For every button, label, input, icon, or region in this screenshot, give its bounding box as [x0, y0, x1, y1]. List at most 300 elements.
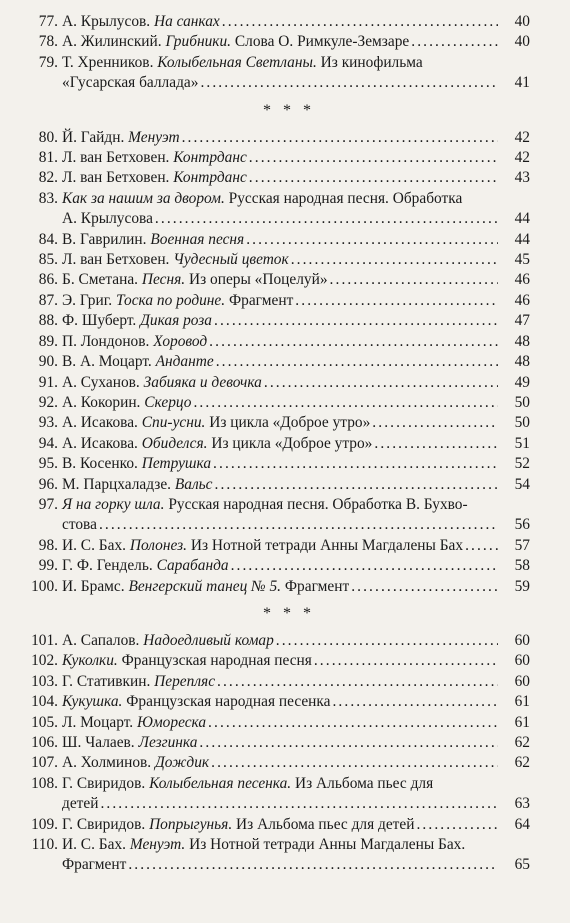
page-number: 50 [514, 393, 530, 411]
entry-title: Чудесный цветок [173, 251, 289, 269]
page-number: 43 [514, 169, 530, 187]
entry-author: Б. Сметана. [62, 271, 139, 289]
toc-entry [0, 32, 570, 52]
entry-title: Кукушка. [62, 693, 123, 711]
toc-entry [0, 774, 570, 815]
toc-entry [0, 835, 570, 876]
page-number: 44 [514, 210, 530, 228]
entry-author: Ш. Чалаев. [62, 734, 135, 751]
entry-description: Французская народная песенка [126, 693, 331, 711]
toc-entry [0, 475, 570, 495]
entry-author: Ф. Шуберт. [62, 312, 137, 330]
entry-author: Л. ван Бетховен. [62, 169, 170, 187]
entry-leader-line [62, 352, 530, 372]
entry-title: Менуэт [128, 128, 180, 146]
entry-title: Песня. [141, 271, 186, 289]
dot-leader [199, 733, 498, 753]
entry-number: 96. [38, 475, 58, 493]
entry-author: А. Крылусов. [62, 13, 151, 30]
entry-leader-line [62, 413, 530, 433]
section-separator: * * * [263, 604, 315, 622]
entry-body [62, 53, 530, 94]
entry-author: И. С. Бах. [62, 536, 126, 554]
entry-text [62, 352, 214, 372]
entry-author: Г. Ф. Гендель. [62, 557, 153, 575]
dot-leader [249, 148, 498, 168]
entry-author: А. Кокорин. [62, 393, 141, 411]
entry-text [62, 577, 349, 597]
entry-text [62, 12, 220, 32]
page-number: 51 [514, 434, 530, 452]
toc-entry [0, 577, 570, 597]
toc-entry [0, 393, 570, 413]
dot-leader [216, 352, 498, 372]
entry-body [62, 352, 530, 372]
entry-leader-line [62, 651, 530, 671]
toc-entry [0, 53, 570, 94]
dot-leader [222, 12, 498, 32]
entry-leader-line [62, 250, 530, 270]
entry-title: Менуэт. [129, 836, 186, 854]
entry-body [62, 189, 530, 230]
entry-text [62, 73, 198, 93]
entry-title: Контрданс [173, 149, 247, 167]
entry-body [62, 454, 530, 474]
entry-title: Забияка и девочка [143, 373, 262, 391]
entry-title: Скерцо [144, 393, 192, 411]
entry-author: П. Лондонов. [62, 332, 150, 350]
toc-entry [0, 189, 570, 230]
dot-leader [213, 454, 498, 474]
entry-body [62, 672, 530, 692]
toc-entry [0, 128, 570, 148]
entry-text [62, 536, 463, 556]
dot-leader [208, 713, 498, 733]
entry-text [62, 672, 215, 692]
page-number: 59 [514, 577, 530, 595]
page-number: 64 [514, 815, 530, 833]
entry-text [62, 713, 206, 733]
entry-leader-line [62, 815, 530, 835]
page-number: 60 [514, 652, 530, 670]
entry-author: В. А. Моцарт. [62, 353, 152, 371]
entry-title: На санках [154, 13, 220, 30]
entry-number: 97. [38, 495, 58, 513]
entry-description: Слова О. Римкуле-Земзаре [234, 33, 410, 51]
entry-text [62, 332, 207, 352]
entry-title: Надоедливый комар [143, 631, 274, 649]
dot-leader [249, 168, 498, 188]
dot-leader [214, 311, 498, 331]
entry-body [62, 373, 530, 393]
page-number: 58 [514, 557, 530, 575]
entry-leader-line [62, 672, 530, 692]
entry-author: И. С. Бах. [62, 836, 126, 854]
entry-leader-line [62, 230, 530, 250]
entry-leader-line [62, 556, 530, 576]
entry-description: Из Альбома пьес для детей [236, 815, 415, 833]
section-separator: * * * [263, 101, 315, 119]
entry-leader-line [62, 373, 530, 393]
toc-entry [0, 753, 570, 773]
toc-entry [0, 250, 570, 270]
entry-title: Лезгинка [138, 734, 198, 751]
entry-body [62, 32, 530, 52]
entry-body [62, 393, 530, 413]
entry-title: Грибники. [165, 33, 232, 51]
entry-body [62, 753, 530, 773]
entry-number: 87. [38, 291, 58, 309]
page-number: 63 [514, 795, 530, 813]
entry-author: А. Суханов. [62, 373, 140, 391]
dot-leader [246, 230, 498, 250]
table-of-contents [0, 12, 570, 876]
entry-leader-line [62, 291, 530, 311]
toc-entry [0, 332, 570, 352]
entry-leader-line [62, 713, 530, 733]
dot-leader [99, 515, 498, 535]
page-number: 42 [514, 128, 530, 146]
dot-leader [215, 475, 498, 495]
entry-leader-line [62, 733, 530, 753]
dot-leader [128, 855, 498, 875]
entry-body [62, 556, 530, 576]
entry-body [62, 413, 530, 433]
page-number: 45 [514, 251, 530, 269]
entry-number: 93. [38, 414, 58, 432]
entry-body [62, 128, 530, 148]
entry-author: В. Косенко. [62, 455, 138, 473]
entry-title: Контрданс [173, 169, 247, 187]
page-number: 46 [514, 291, 530, 309]
page-number: 44 [514, 230, 530, 248]
entry-number: 102. [31, 652, 58, 670]
entry-leader-line [62, 753, 530, 773]
page-number: 41 [514, 74, 530, 92]
entry-body [62, 815, 530, 835]
entry-title: Вальс [174, 475, 213, 493]
page-number: 57 [514, 536, 530, 554]
entry-title: Попрыгунья. [149, 815, 233, 833]
entry-body [62, 536, 530, 556]
entry-title: Сарабанда [156, 557, 229, 575]
entry-number: 84. [38, 230, 58, 248]
page-number: 56 [514, 516, 530, 534]
entry-number: 98. [38, 536, 58, 554]
entry-text [62, 556, 229, 576]
entry-body [62, 774, 530, 815]
entry-body [62, 12, 530, 32]
entry-continuation: «Гусарская баллада» [62, 74, 199, 92]
entry-leader-line [62, 168, 530, 188]
toc-entry [0, 148, 570, 168]
entry-number: 109. [31, 815, 58, 833]
entry-author: Л. ван Бетховен. [62, 149, 170, 167]
entry-body [62, 692, 530, 712]
entry-body [62, 148, 530, 168]
entry-leader-line [62, 855, 530, 875]
toc-entry [0, 692, 570, 712]
entry-text [62, 230, 244, 250]
entry-number: 104. [31, 693, 58, 711]
entry-description: Фрагмент [228, 291, 294, 309]
entry-title: Петрушка [141, 455, 212, 473]
entry-text [62, 209, 153, 229]
entry-description: Из кинофильма [320, 53, 423, 71]
entry-body [62, 651, 530, 671]
entry-leader-line [62, 536, 530, 556]
entry-title: Юмореска [136, 713, 207, 731]
entry-title: Венгерский танец № 5. [128, 577, 282, 595]
entry-text [62, 168, 247, 188]
entry-text [62, 311, 212, 331]
entry-text [62, 148, 247, 168]
dot-leader [332, 692, 498, 712]
entry-author: И. Брамс. [62, 577, 125, 595]
dot-leader [291, 250, 498, 270]
entry-body [62, 495, 530, 536]
toc-entry [0, 352, 570, 372]
dot-leader [193, 393, 498, 413]
dot-leader [155, 209, 498, 229]
entry-title: Дождик [155, 754, 210, 772]
entry-title: Хоровод [153, 332, 208, 350]
page-number: 61 [514, 713, 530, 731]
toc-entry [0, 631, 570, 651]
dot-leader [314, 651, 498, 671]
page-number: 60 [514, 631, 530, 649]
entry-author: Г. Свиридов. [62, 774, 146, 792]
entry-leader-line [62, 128, 530, 148]
entry-number: 91. [38, 373, 58, 391]
toc-entry [0, 434, 570, 454]
entry-body [62, 291, 530, 311]
toc-entry [0, 651, 570, 671]
entry-number: 78. [38, 33, 58, 51]
entry-leader-line [62, 393, 530, 413]
toc-entry [0, 270, 570, 290]
entry-number: 107. [31, 754, 58, 772]
page-number: 48 [514, 332, 530, 350]
page-number: 52 [514, 455, 530, 473]
dot-leader [295, 291, 498, 311]
entry-number: 77. [38, 13, 58, 30]
entry-first-line [62, 189, 530, 209]
entry-number: 108. [31, 774, 58, 792]
entry-author: Э. Григ. [62, 291, 113, 309]
toc-entry [0, 733, 570, 753]
dot-leader [182, 128, 498, 148]
entry-body [62, 733, 530, 753]
entry-author: А. Исакова. [62, 434, 138, 452]
page-number: 61 [514, 693, 530, 711]
entry-first-line [62, 774, 530, 794]
toc-entry [0, 168, 570, 188]
dot-leader [231, 556, 498, 576]
dot-leader [100, 794, 498, 814]
toc-entry [0, 454, 570, 474]
entry-author: Й. Гайдн. [62, 128, 125, 146]
entry-description: Из оперы «Поцелуй» [188, 271, 328, 289]
entry-author: Т. Хренников. [62, 53, 154, 71]
toc-entry [0, 230, 570, 250]
toc-entry [0, 556, 570, 576]
entry-description: Из Нотной тетради Анны Магдалены Бах [190, 536, 464, 554]
entry-number: 95. [38, 455, 58, 473]
entry-leader-line [62, 332, 530, 352]
entry-body [62, 168, 530, 188]
toc-entry [0, 413, 570, 433]
entry-number: 83. [38, 189, 58, 207]
dot-leader [209, 332, 498, 352]
entry-title: Тоска по родине. [116, 291, 226, 309]
entry-leader-line [62, 32, 530, 52]
entry-description: Из цикла «Доброе утро» [211, 434, 373, 452]
toc-entry [0, 495, 570, 536]
entry-number: 82. [38, 169, 58, 187]
entry-number: 79. [38, 53, 58, 71]
page-number: 42 [514, 149, 530, 167]
entry-body [62, 270, 530, 290]
entry-text [62, 631, 274, 651]
entry-body [62, 434, 530, 454]
entry-author: В. Гаврилин. [62, 230, 147, 248]
entry-text [62, 475, 213, 495]
entry-body [62, 311, 530, 331]
page-number: 46 [514, 271, 530, 289]
entry-description: Из Нотной тетради Анны Магдалены Бах. [189, 836, 466, 854]
entry-text [62, 733, 197, 753]
entry-leader-line [62, 12, 530, 32]
entry-body [62, 230, 530, 250]
dot-leader [330, 270, 498, 290]
entry-number: 85. [38, 251, 58, 269]
entry-text [62, 32, 409, 52]
page-number: 50 [514, 414, 530, 432]
entry-text [62, 454, 211, 474]
entry-leader-line [62, 692, 530, 712]
entry-title: Куколки. [62, 652, 118, 670]
dot-leader [372, 413, 498, 433]
page-number: 49 [514, 373, 530, 391]
entry-title: Я на горку шла. [62, 495, 165, 513]
entry-body [62, 332, 530, 352]
entry-text [62, 855, 126, 875]
entry-author: А. Жилинский. [62, 33, 162, 51]
entry-continuation: Фрагмент [62, 856, 127, 874]
page-number: 54 [514, 475, 530, 493]
entry-leader-line [62, 794, 530, 814]
entry-text [62, 515, 97, 535]
entry-continuation: А. Крылусова [62, 210, 153, 228]
entry-number: 92. [38, 393, 58, 411]
entry-text [62, 291, 293, 311]
dot-leader [416, 815, 498, 835]
entry-number: 105. [31, 713, 58, 731]
dot-leader [374, 434, 498, 454]
entry-description: Французская народная песня [121, 652, 312, 670]
page-number: 62 [514, 734, 530, 751]
entry-number: 86. [38, 271, 58, 289]
entry-author: Л. ван Бетховен. [62, 251, 170, 269]
entry-text [62, 250, 289, 270]
entry-number: 101. [31, 631, 58, 649]
entry-number: 88. [38, 312, 58, 330]
dot-leader [411, 32, 498, 52]
dot-leader [465, 536, 498, 556]
entry-body [62, 835, 530, 876]
entry-leader-line [62, 73, 530, 93]
entry-author: А. Исакова. [62, 414, 138, 432]
page-number: 65 [514, 856, 530, 874]
entry-body [62, 577, 530, 597]
toc-entry [0, 713, 570, 733]
dot-leader [211, 753, 498, 773]
entry-number: 103. [31, 672, 58, 690]
entry-number: 90. [38, 353, 58, 371]
entry-author: М. Парцхаладзе. [62, 475, 172, 493]
entry-description: Русская народная песня. Обработка В. Бухво- [168, 495, 468, 513]
entry-number: 94. [38, 434, 58, 452]
entry-author: А. Холминов. [62, 754, 152, 772]
entry-body [62, 631, 530, 651]
entry-leader-line [62, 515, 530, 535]
toc-entry [0, 311, 570, 331]
entry-body [62, 713, 530, 733]
toc-entry [0, 373, 570, 393]
entry-text [62, 393, 191, 413]
page-number: 47 [514, 312, 530, 330]
toc-entry [0, 672, 570, 692]
entry-leader-line [62, 434, 530, 454]
entry-first-line [62, 495, 530, 515]
toc-entry [0, 536, 570, 556]
entry-leader-line [62, 475, 530, 495]
entry-first-line [62, 53, 530, 73]
entry-text [62, 434, 372, 454]
entry-continuation: стова [62, 516, 97, 534]
entry-title: Военная песня [150, 230, 245, 248]
entry-text [62, 692, 330, 712]
entry-author: А. Сапалов. [62, 631, 140, 649]
entry-text [62, 815, 414, 835]
entry-leader-line [62, 454, 530, 474]
entry-leader-line [62, 209, 530, 229]
entry-number: 100. [31, 577, 58, 595]
toc-entry [0, 12, 570, 32]
dot-leader [276, 631, 498, 651]
entry-number: 89. [38, 332, 58, 350]
page-number: 62 [514, 754, 530, 772]
entry-number: 81. [38, 149, 58, 167]
entry-description: Из цикла «Доброе утро» [209, 414, 371, 432]
entry-text [62, 794, 98, 814]
dot-leader [217, 672, 498, 692]
dot-leader [200, 73, 498, 93]
toc-entry [0, 815, 570, 835]
entry-text [62, 651, 312, 671]
page-number: 48 [514, 353, 530, 371]
page-number: 40 [514, 33, 530, 51]
dot-leader [264, 373, 498, 393]
entry-number: 99. [38, 557, 58, 575]
entry-number: 80. [38, 128, 58, 146]
entry-first-line [62, 835, 530, 855]
entry-leader-line [62, 270, 530, 290]
entry-author: Г. Стативкин. [62, 672, 151, 690]
entry-title: Перепляс [154, 672, 216, 690]
entry-leader-line [62, 577, 530, 597]
